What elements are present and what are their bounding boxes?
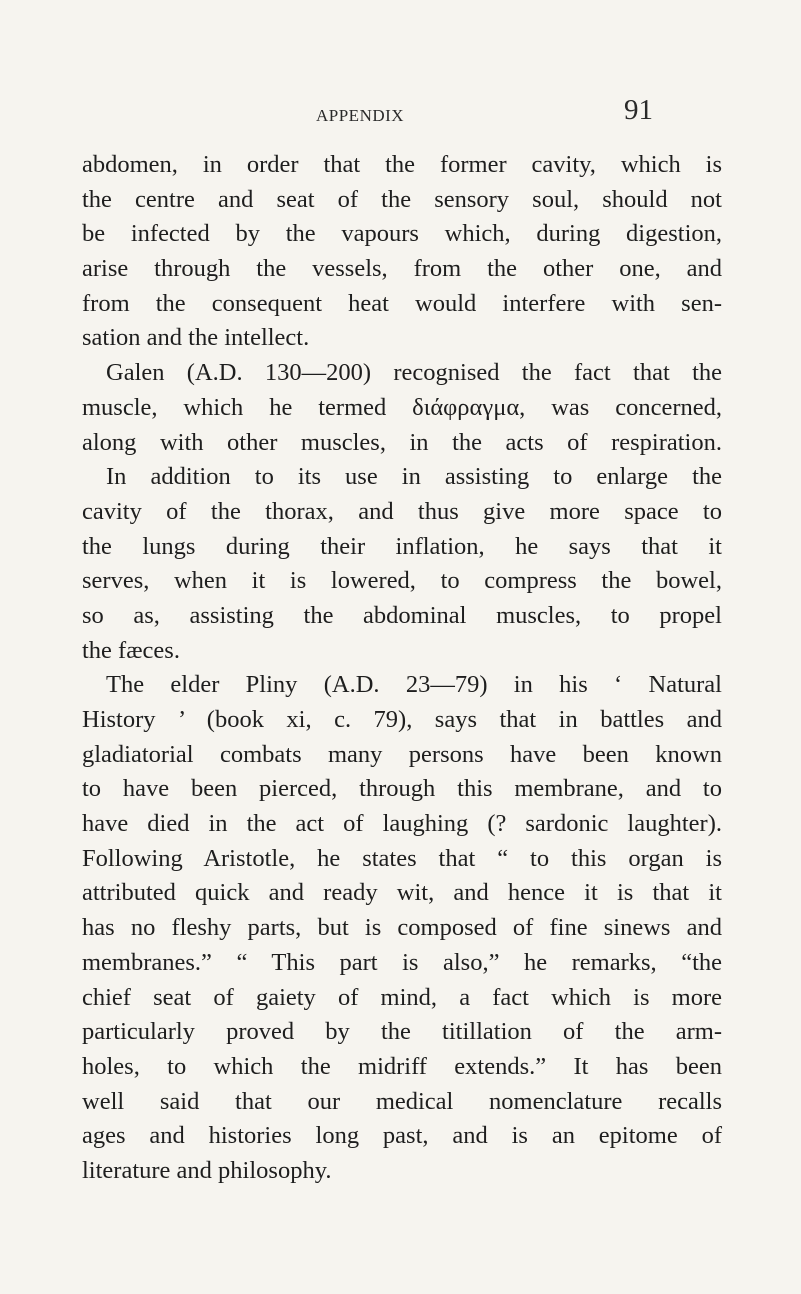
running-head-title: APPENDIX xyxy=(316,106,405,125)
text-line: cavity of the thorax, and thus give more space to xyxy=(82,497,722,525)
running-head xyxy=(0,92,801,132)
text-line: membranes.” “ This part is also,” he remarks, “the xyxy=(82,948,722,976)
paragraph-start-line: The elder Pliny (A.D. 23—79) in his ‘ Natural xyxy=(106,671,722,699)
text-line: History ’ (book xi, c. 79), says that in battles and xyxy=(82,706,722,733)
text-line: the centre and seat of the sensory soul, should not xyxy=(82,185,722,213)
page-number: 91 xyxy=(624,94,653,126)
text-line: be infected by the vapours which, during digestion, xyxy=(82,220,722,248)
text-line: has no fleshy parts, but is composed of fine sinews and xyxy=(82,914,722,942)
text-line: have died in the act of laughing (? sardonic laughter). xyxy=(82,810,722,838)
text-line: along with other muscles, in the acts of respiration. xyxy=(82,428,722,456)
text-line: abdomen, in order that the former cavity, which is xyxy=(82,151,722,178)
text-line: sation and the intellect. xyxy=(82,324,310,352)
text-line: from the consequent heat would interfere with sen- xyxy=(82,289,722,317)
text-line: well said that our medical nomenclature recalls xyxy=(82,1087,722,1115)
text-line: the fæces. xyxy=(82,636,180,664)
text-line: arise through the vessels, from the other one, and xyxy=(82,255,722,283)
text-line: gladiatorial combats many persons have been known xyxy=(82,740,722,768)
paragraph-start-line: In addition to its use in assisting to enlarge the xyxy=(106,463,722,491)
text-line: chief seat of gaiety of mind, a fact which is more xyxy=(82,983,722,1011)
text-line: the lungs during their inflation, he says that it xyxy=(82,532,722,560)
text-line: serves, when it is lowered, to compress the bowel, xyxy=(82,567,722,595)
body-text xyxy=(82,148,722,1189)
text-line: literature and philosophy. xyxy=(82,1156,332,1184)
text-line: particularly proved by the titillation of the arm- xyxy=(82,1018,722,1046)
text-line: attributed quick and ready wit, and hence it is that it xyxy=(82,879,722,907)
text-line: so as, assisting the abdominal muscles, to propel xyxy=(82,601,722,629)
text-line: Following Aristotle, he states that “ to this organ is xyxy=(82,844,722,872)
text-line: muscle, which he termed διάφραγμα, was concerned, xyxy=(82,393,722,421)
paragraph-start-line: Galen (A.D. 130—200) recognised the fact that the xyxy=(106,359,722,387)
text-line: ages and histories long past, and is an epitome of xyxy=(82,1122,722,1150)
text-line: holes, to which the midriff extends.” It has been xyxy=(82,1052,722,1080)
text-line: to have been pierced, through this membrane, and to xyxy=(82,775,722,803)
